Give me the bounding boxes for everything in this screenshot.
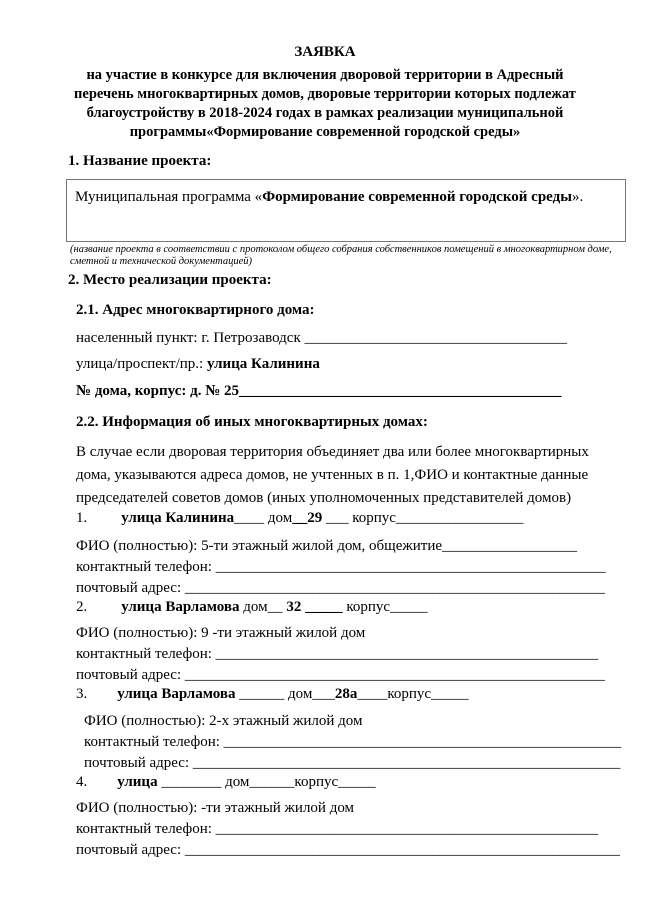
other-houses-paragraph (76, 441, 589, 510)
entry-number: 1. (76, 510, 88, 526)
entry-street: улица Варламова (121, 599, 240, 615)
other-houses-heading: 2.2. Информация об иных многоквартирных домах: (76, 414, 428, 430)
subtitle-line: перечень многоквартирных домов, дворовые территории которых подлежат (74, 86, 576, 102)
entry-3-post[interactable]: почтовый адрес: _________________________________________________________ (84, 755, 621, 771)
street-field[interactable] (76, 356, 320, 373)
entry-3-fio[interactable]: ФИО (полностью): 2-х этажный жилой дом (84, 713, 363, 729)
project-name-bold: Формирование современной городской среды (262, 189, 572, 205)
paragraph-line: дома, указываются адреса домов, не учтенных в п. 1,ФИО и контактные данные (76, 467, 589, 483)
entry-3-phone[interactable]: контактный телефон: _____________________________________________________ (84, 734, 622, 750)
entry-3-address[interactable] (76, 686, 469, 703)
entry-number: 4. (76, 774, 88, 790)
entry-street: улица Калинина (121, 510, 235, 526)
entry-after-street: дом__ (239, 599, 287, 615)
entry-2-post[interactable]: почтовый адрес: ________________________________________________________ (76, 667, 605, 683)
entry-1-phone[interactable]: контактный телефон: ____________________________________________________ (76, 559, 606, 575)
entry-number: 3. (76, 686, 88, 702)
entry-4-fio[interactable]: ФИО (полностью): -ти этажный жилой дом (76, 800, 355, 816)
entry-after-street: ______ дом___ (235, 686, 335, 702)
section1-heading: 1. Название проекта: (68, 153, 212, 169)
subtitle-line: на участие в конкурсе для включения дворовой территории в Адресный (86, 67, 564, 83)
entry-after-house: корпус_____ (342, 599, 428, 615)
paragraph-line: В случае если дворовая территория объединяет два или более многоквартирных (76, 444, 589, 460)
entry-2-fio[interactable]: ФИО (полностью): 9 -ти этажный жилой дом (76, 625, 366, 641)
project-name-note: (название проекта в соответствии с протоколом общего собрания собственников помещений в многоквартирном доме, сметной и технической документацией) (70, 244, 612, 267)
entry-house: __29 (292, 510, 323, 526)
entry-2-address[interactable] (76, 599, 428, 616)
entry-4-post[interactable]: почтовый адрес: __________________________________________________________ (76, 842, 620, 858)
locality-field[interactable]: населенный пункт: г. Петрозаводск ___________________________________ (76, 330, 568, 346)
entry-street: улица Варламова (117, 686, 236, 702)
street-label: улица/проспект/пр.: (76, 356, 207, 372)
form-subtitle (0, 66, 650, 142)
entry-after-house: ____корпус_____ (357, 686, 469, 702)
project-name-prefix: Муниципальная программа « (75, 189, 263, 205)
house-field[interactable]: № дома, корпус: д. № 25___________________________________________ (76, 383, 562, 399)
entry-street: улица (117, 774, 158, 790)
entry-after-street: ________ дом______корпус_____ (157, 774, 376, 790)
entry-after-house: ___ корпус_________________ (322, 510, 524, 526)
section2-heading: 2. Место реализации проекта: (68, 272, 272, 288)
entry-2-phone[interactable]: контактный телефон: ___________________________________________________ (76, 646, 599, 662)
entry-1-fio[interactable]: ФИО (полностью): 5-ти этажный жилой дом, общежитие__________________ (76, 538, 578, 554)
entry-after-street: ____ дом (234, 510, 293, 526)
subtitle-line: благоустройству в 2018-2024 годах в рамках реализации муниципальной (86, 105, 564, 121)
street-value: улица Калинина (206, 356, 320, 372)
entry-house: 32 _____ (286, 599, 343, 615)
project-name-suffix: ». (571, 189, 584, 205)
address-heading: 2.1. Адрес многоквартирного дома: (76, 302, 315, 318)
entry-number: 2. (76, 599, 88, 615)
form-title: ЗАЯВКА (294, 44, 356, 60)
entry-1-post[interactable]: почтовый адрес: ________________________________________________________ (76, 580, 605, 596)
entry-1-address[interactable] (76, 510, 523, 527)
project-name-box[interactable] (66, 179, 626, 242)
paragraph-line: председателей советов домов (иных уполномоченных представителей домов) (76, 490, 572, 506)
entry-4-address[interactable] (76, 774, 376, 791)
entry-4-phone[interactable]: контактный телефон: ___________________________________________________ (76, 821, 599, 837)
subtitle-line: программы«Формирование современной городской среды» (129, 124, 521, 140)
project-name-text (75, 189, 583, 206)
entry-house: 28а (334, 686, 358, 702)
